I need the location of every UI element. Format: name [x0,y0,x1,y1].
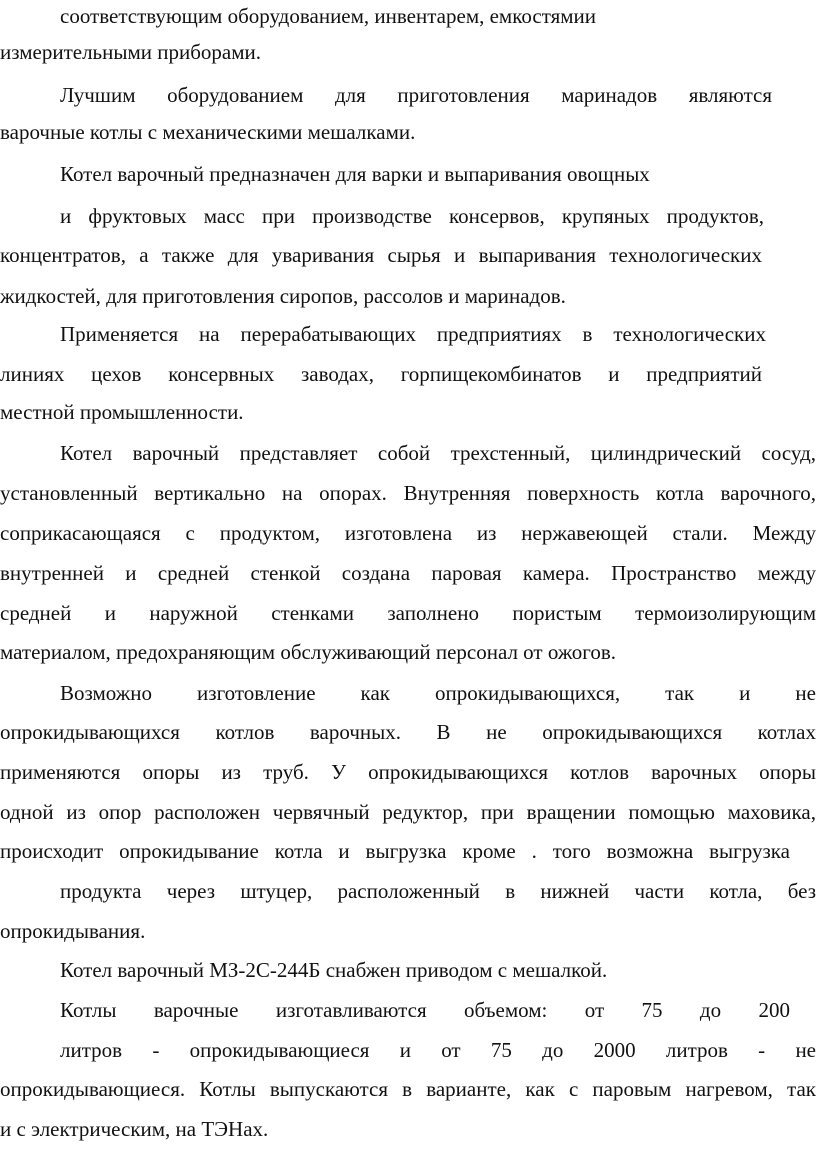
text-line: местной промышленности. [0,400,244,424]
text-line: Котел варочный МЗ-2С-244Б снабжен приводом с мешалкой. [60,958,608,982]
text-line: концентратов, а также для уваривания сырья и выпаривания технологических [0,243,762,267]
text-line: варочные котлы с механическими мешалками. [0,120,416,144]
text-line: опрокидывающиеся. Котлы выпускаются в варианте, как с паровым нагревом, так [0,1077,816,1101]
text-line: Возможно изготовление как опрокидывающихся, так и не [60,681,816,705]
text-line: соответствующим оборудованием, инвентарем, емкостямии [60,4,597,28]
text-line: измерительными приборами. [0,40,262,64]
text-line: опрокидывающихся котлов варочных. В не опрокидывающихся котлах [0,720,816,744]
text-line: и с электрическим, на ТЭНах. [0,1117,269,1141]
text-line: продукта через штуцер, расположенный в нижней части котла, без [60,879,816,903]
text-line: Применяется на перерабатывающих предприятиях в технологических [60,322,766,346]
text-line: внутренней и средней стенкой создана паровая камера. Пространство между [0,561,816,585]
text-line: опрокидывания. [0,919,146,943]
text-line: линиях цехов консервных заводах, горпищекомбинатов и предприятий [0,362,762,386]
text-line: установленный вертикально на опорах. Внутренняя поверхность котла варочного, [0,481,816,505]
text-line: Котел варочный предназначен для варки и выпаривания овощных [60,162,650,186]
text-line: одной из опор расположен червячный редуктор, при вращении помощью маховика, [0,800,816,824]
text-line: Котел варочный представляет собой трехстенный, цилиндрический сосуд, [60,441,816,465]
text-line: жидкостей, для приготовления сиропов, рассолов и маринадов. [0,284,566,308]
text-line: материалом, предохраняющим обслуживающий персонал от ожогов. [0,640,617,664]
text-line: соприкасающаяся с продуктом, изготовлена из нержавеющей стали. Между [0,521,816,545]
text-line: применяются опоры из труб. У опрокидывающихся котлов варочных опоры [0,760,816,784]
text-line: средней и наружной стенками заполнено пористым термоизолирующим [0,601,816,625]
text-line: Лучшим оборудованием для приготовления маринадов являются [60,83,772,107]
text-line: происходит опрокидывание котла и выгрузка кроме . того возможна выгрузка [0,839,790,863]
text-line: и фруктовых масс при производстве консервов, крупяных продуктов, [60,204,764,228]
text-line: литров - опрокидывающиеся и от 75 до 2000 литров - не [60,1038,816,1062]
text-line: Котлы варочные изготавливаются объемом: от 75 до 200 [60,998,790,1022]
